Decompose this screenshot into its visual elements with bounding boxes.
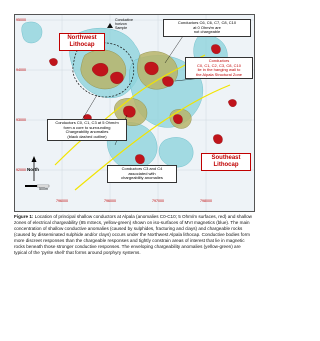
label-southeast-lithocap: Southeast Lithocap: [201, 153, 251, 171]
label-hanging-wall-conductors: Conductors C0, C1, C2, C3, C8, C10 lie in the hanging wall to the Alpala Structural Zone: [185, 57, 253, 79]
x-tick-label: 796000: [104, 199, 116, 203]
label-non-chargeable-conductors: Conductors C6, C6, C7, C8, C10 at 0 Ohm/m are not chargeable: [163, 19, 251, 37]
y-tick-label: 93000: [16, 118, 26, 122]
magnetics-isosurface: [22, 22, 228, 169]
sample-marker: [107, 23, 113, 28]
x-tick-label: 797000: [152, 199, 164, 203]
sample-marker-label: Conductive horizon Sample: [115, 18, 133, 30]
scale-label: 500m: [39, 187, 48, 191]
caption-label: Figure 1:: [14, 214, 34, 219]
figure-caption: [14, 214, 252, 256]
geology-figure: [14, 14, 255, 212]
y-tick-label: 94000: [16, 68, 26, 72]
y-tick-label: 92000: [16, 168, 26, 172]
y-tick-label: 95000: [16, 18, 26, 22]
label-chargeability-conductors: Conductors C3 and C4 associated with chargeability anomalies: [107, 165, 177, 183]
label-northwest-lithocap: Northwest Lithocap: [59, 33, 105, 51]
x-tick-label: 796000: [56, 199, 68, 203]
x-tick-label: 798000: [200, 199, 212, 203]
caption-text: Location of principal shallow conductors at Alpala (anomalies C0-C10; 5 Ohm/m surfaces, red) and shallow zones of electrical chargeability (85 mSecs, yellow-green) shown on iso-surfaces of MVI magnetics (blue). The main concentration of shallow conductive anomalies (caused by sulphides, fracturing and clays) and chargeable rocks (caused by disseminated sulphide and/or clays) occurs under the Northwest Alpala lithocap. Conductive bodies form more discreet responses than the chargeable responses and tightly constrain areas of interest that lie in magnetic rocks beneath those stronger conductive responses. The enveloping chargeability anomalies (yellow-green) are typical of the 'pyrite shell' that forms around porphyry systems.: [14, 214, 252, 255]
label-core-conductors: Conductors C0, C1, C3 at 5 Ohm/m form a core to surrounding Chargeability anomalies (black dashed outline): [47, 119, 127, 141]
north-label: North: [27, 167, 39, 172]
